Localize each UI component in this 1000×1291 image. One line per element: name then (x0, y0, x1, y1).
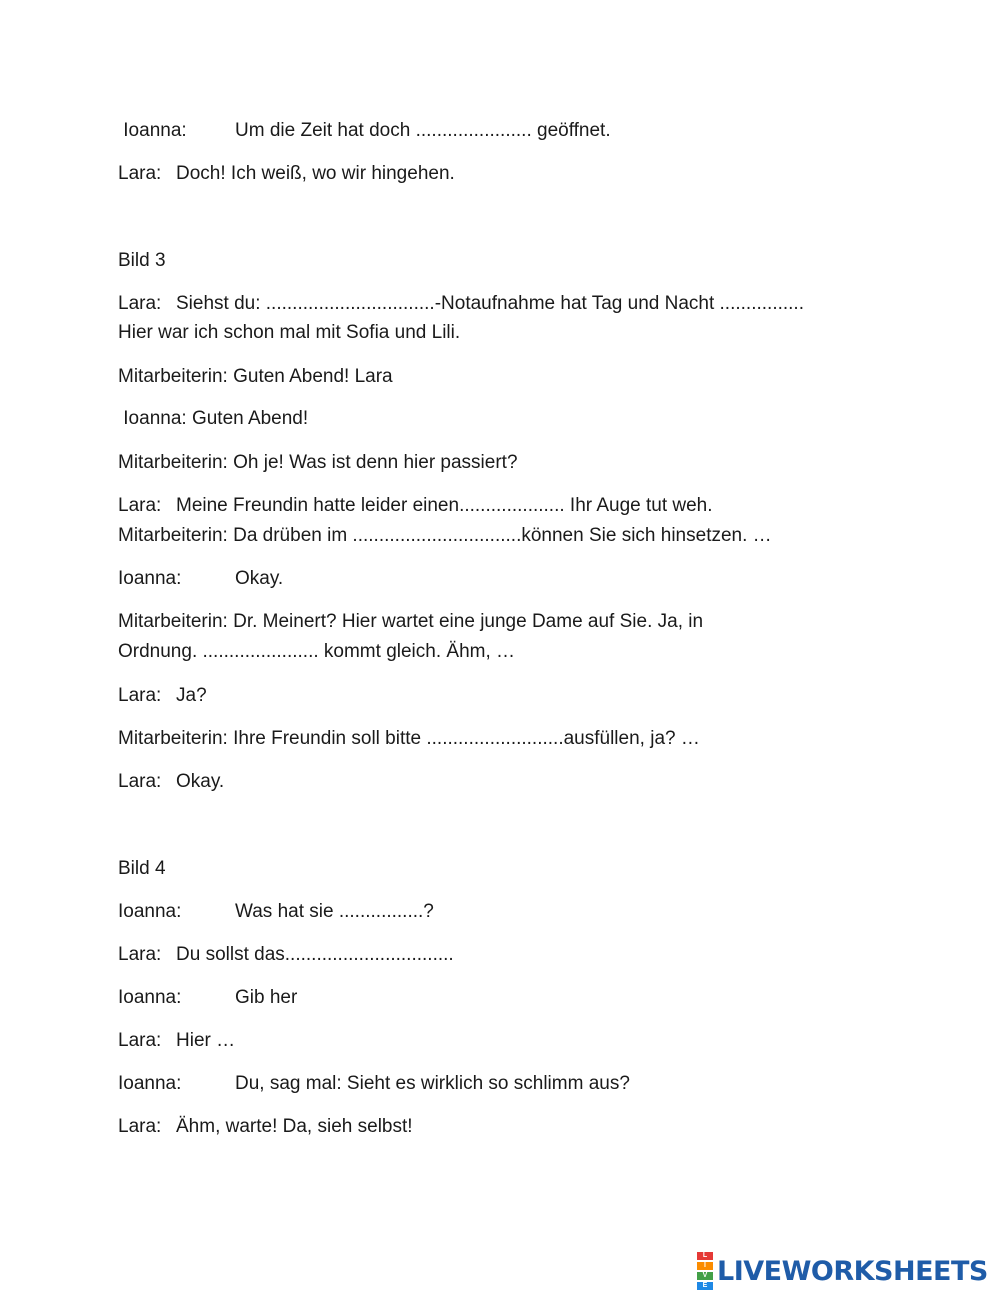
dialogue-line (118, 767, 224, 797)
dialogue-line: Mitarbeiterin: Da drüben im ................................können Sie sich hinsetzen. … (118, 525, 772, 546)
line-text: Du, sag mal: Sieht es wirklich so schlimm aus? (235, 1073, 630, 1094)
dialogue-line: Mitarbeiterin: Guten Abend! Lara (118, 366, 393, 387)
section-heading: Bild 4 (118, 858, 166, 879)
speaker-label: Lara: (118, 771, 162, 792)
dialogue-line: Mitarbeiterin: Dr. Meinert? Hier wartet eine junge Dame auf Sie. Ja, in (118, 611, 704, 632)
logo-icon-block: I (697, 1262, 713, 1270)
dialogue-line (118, 940, 454, 970)
dialogue-line: Mitarbeiterin: Ihre Freundin soll bitte ..........................ausfüllen, ja? … (118, 728, 700, 749)
liveworksheets-logo[interactable] (697, 1254, 988, 1288)
speaker-label: Ioanna: (118, 901, 182, 922)
line-text: Meine Freundin hatte leider einen.................... Ihr Auge tut weh. (176, 495, 713, 516)
line-text: Doch! Ich weiß, wo wir hingehen. (176, 163, 455, 184)
dialogue-line (118, 564, 283, 594)
speaker-label: Lara: (118, 495, 162, 516)
line-text: Um die Zeit hat doch ...................... geöffnet. (235, 120, 611, 141)
dialogue-line (118, 983, 297, 1013)
dialogue-line (118, 1026, 235, 1056)
dialogue-line (118, 681, 207, 711)
dialogue-line: Ioanna: Guten Abend! (118, 408, 309, 429)
dialogue-line: Ordnung. ...................... kommt gleich. Ähm, … (118, 641, 516, 662)
dialogue-line: Hier war ich schon mal mit Sofia und Lili. (118, 322, 461, 343)
dialogue-line: Mitarbeiterin: Oh je! Was ist denn hier passiert? (118, 452, 518, 473)
speaker-label: Ioanna: (118, 568, 182, 589)
dialogue-line (118, 897, 434, 927)
line-text: Okay. (235, 568, 284, 589)
speaker-label: Lara: (118, 293, 162, 314)
section-heading: Bild 3 (118, 250, 166, 271)
dialogue-line (118, 491, 713, 521)
dialogue-line (118, 1112, 413, 1142)
logo-icon-block: E (697, 1282, 713, 1290)
line-text: Siehst du: ................................-Notaufnahme hat Tag und Nacht ................ (176, 293, 804, 314)
logo-wordmark: LIVEWORKSHEETS (717, 1255, 988, 1287)
line-text: Hier … (176, 1030, 236, 1051)
speaker-label: Ioanna: (118, 1073, 182, 1094)
speaker-label: Lara: (118, 685, 162, 706)
speaker-label: Lara: (118, 944, 162, 965)
logo-icon-block: V (697, 1272, 713, 1280)
speaker-label: Lara: (118, 1116, 162, 1137)
line-text: Du sollst das................................ (176, 944, 454, 965)
speaker-label: Lara: (118, 1030, 162, 1051)
logo-icon-block: L (697, 1252, 713, 1260)
line-text: Okay. (176, 771, 225, 792)
speaker-label: Lara: (118, 163, 162, 184)
liveworksheets-logo-icon (697, 1251, 713, 1291)
line-text: Ähm, warte! Da, sieh selbst! (176, 1116, 413, 1137)
dialogue-line (118, 289, 804, 319)
speaker-label: Ioanna: (118, 987, 182, 1008)
line-text: Was hat sie ................? (235, 901, 434, 922)
dialogue-line (118, 116, 611, 146)
dialogue-line (118, 1069, 630, 1099)
line-text: Gib her (235, 987, 298, 1008)
line-text: Ja? (176, 685, 207, 706)
speaker-label: Ioanna: (118, 120, 187, 141)
dialogue-line (118, 159, 455, 189)
